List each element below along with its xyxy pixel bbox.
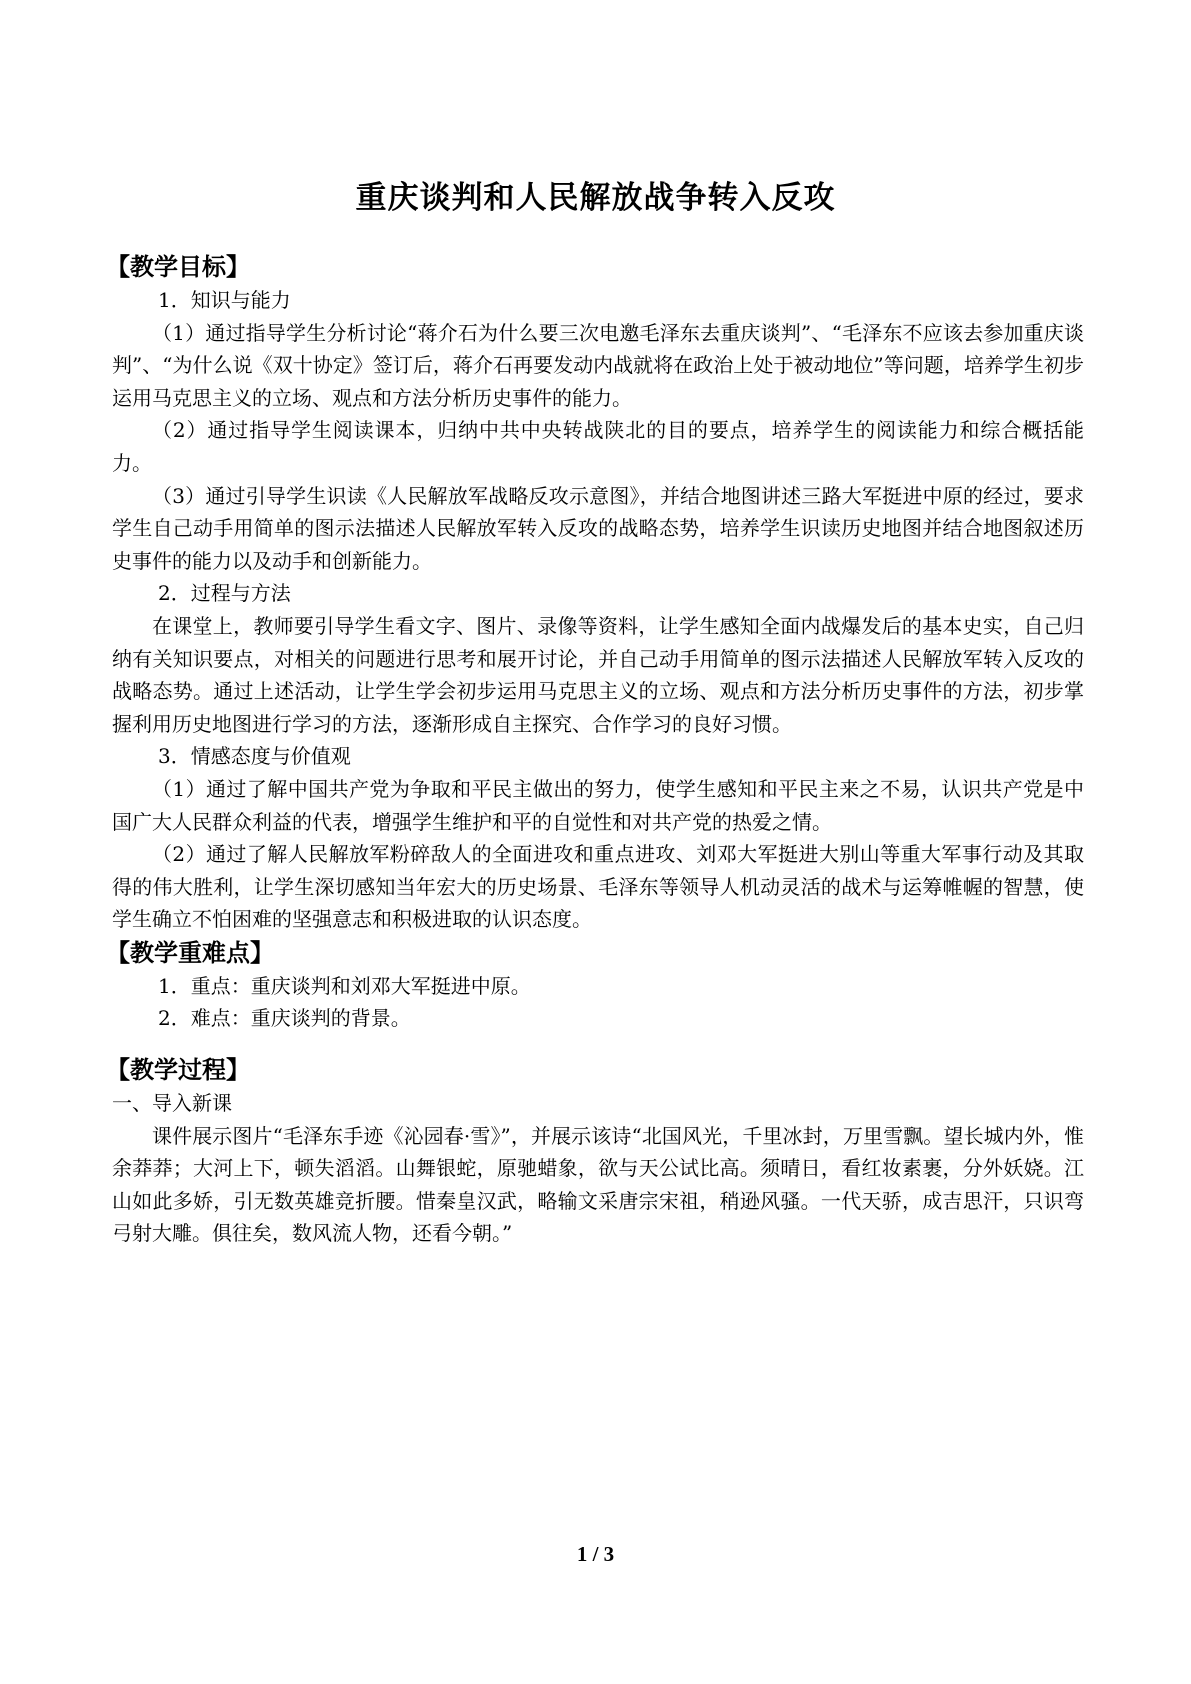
subheading-process-methods: 2．过程与方法 xyxy=(158,581,291,606)
section-heading-objectives: 【教学目标】 xyxy=(106,253,250,281)
subheading-knowledge: 1．知识与能力 xyxy=(158,288,291,312)
subheading-intro: 一、导入新课 xyxy=(112,1091,232,1116)
paragraph: （3）通过引导学生识读《人民解放军战略反攻示意图》，并结合地图讲述三路大军挺进中原的经过，要求学生自己动手用简单的图示法描述人民解放军转入反攻的战略态势，培养学生识读历史地图并结合地图叙述历史事件的能力以及动手和创新能力。 xyxy=(112,483,1084,573)
paragraph: 在课堂上，教师要引导学生看文字、图片、录像等资料，让学生感知全面内战爆发后的基本史实，自己归纳有关知识要点，对相关的问题进行思考和展开讨论，并自己动手用简单的图示法描述人民解放军转入反攻的战略态势。通过上述活动，让学生学会初步运用马克思主义的立场、观点和方法分析历史事件的方法，初步掌握利用历史地图进行学习的方法，逐渐形成自主探究、合作学习的良好习惯。 xyxy=(112,613,1084,736)
page-number: 1 / 3 xyxy=(576,1542,615,1566)
document-title: 重庆谈判和人民解放战争转入反攻 xyxy=(355,180,836,216)
paragraph: （2）通过了解人民解放军粉碎敌人的全面进攻和重点进攻、刘邓大军挺进大别山等重大军事行动及其取得的伟大胜利，让学生深切感知当年宏大的历史场景、毛泽东等领导人机动灵活的战术与运筹帷幄的智慧，使学生确立不怕困难的坚强意志和积极进取的认识态度。 xyxy=(112,842,1084,932)
paragraph: （1）通过了解中国共产党为争取和平民主做出的努力，使学生感知和平民主来之不易，认识共产党是中国广大人民群众利益的代表，增强学生维护和平的自觉性和对共产党的热爱之情。 xyxy=(112,776,1084,834)
key-point-item: 2．难点：重庆谈判的背景。 xyxy=(158,1006,411,1031)
paragraph: 课件展示图片“毛泽东手迹《沁园春·雪》”，并展示该诗“北国风光，千里冰封，万里雪飘。望长城内外，惟余莽莽；大河上下，顿失滔滔。山舞银蛇，原驰蜡象，欲与天公试比高。须晴日，看红妆素裹，分外妖娆。江山如此多娇，引无数英雄竞折腰。惜秦皇汉武，略输文采唐宗宋祖，稍逊风骚。一代天骄，成吉思汗，只识弯弓射大雕。俱往矣，数风流人物，还看今朝。” xyxy=(112,1123,1084,1246)
section-heading-process: 【教学过程】 xyxy=(106,1056,250,1085)
paragraph: （2）通过指导学生阅读课本，归纳中共中央转战陕北的目的要点，培养学生的阅读能力和综合概括能力。 xyxy=(112,418,1084,475)
spacer xyxy=(112,1035,1084,1053)
subheading-values: 3．情感态度与价值观 xyxy=(158,744,351,769)
key-point-item: 1．重点：重庆谈判和刘邓大军挺进中原。 xyxy=(158,973,531,998)
paragraph: （1）通过指导学生分析讨论“蒋介石为什么要三次电邀毛泽东去重庆谈判”、“毛泽东不应该去参加重庆谈判”、“为什么说《双十协定》签订后，蒋介石再要发动内战就将在政治上处于被动地位”等问题，培养学生初步运用马克思主义的立场、观点和方法分析历史事件的能力。 xyxy=(112,320,1084,410)
document-body xyxy=(106,250,1084,1250)
section-heading-key-points: 【教学重难点】 xyxy=(106,938,274,967)
